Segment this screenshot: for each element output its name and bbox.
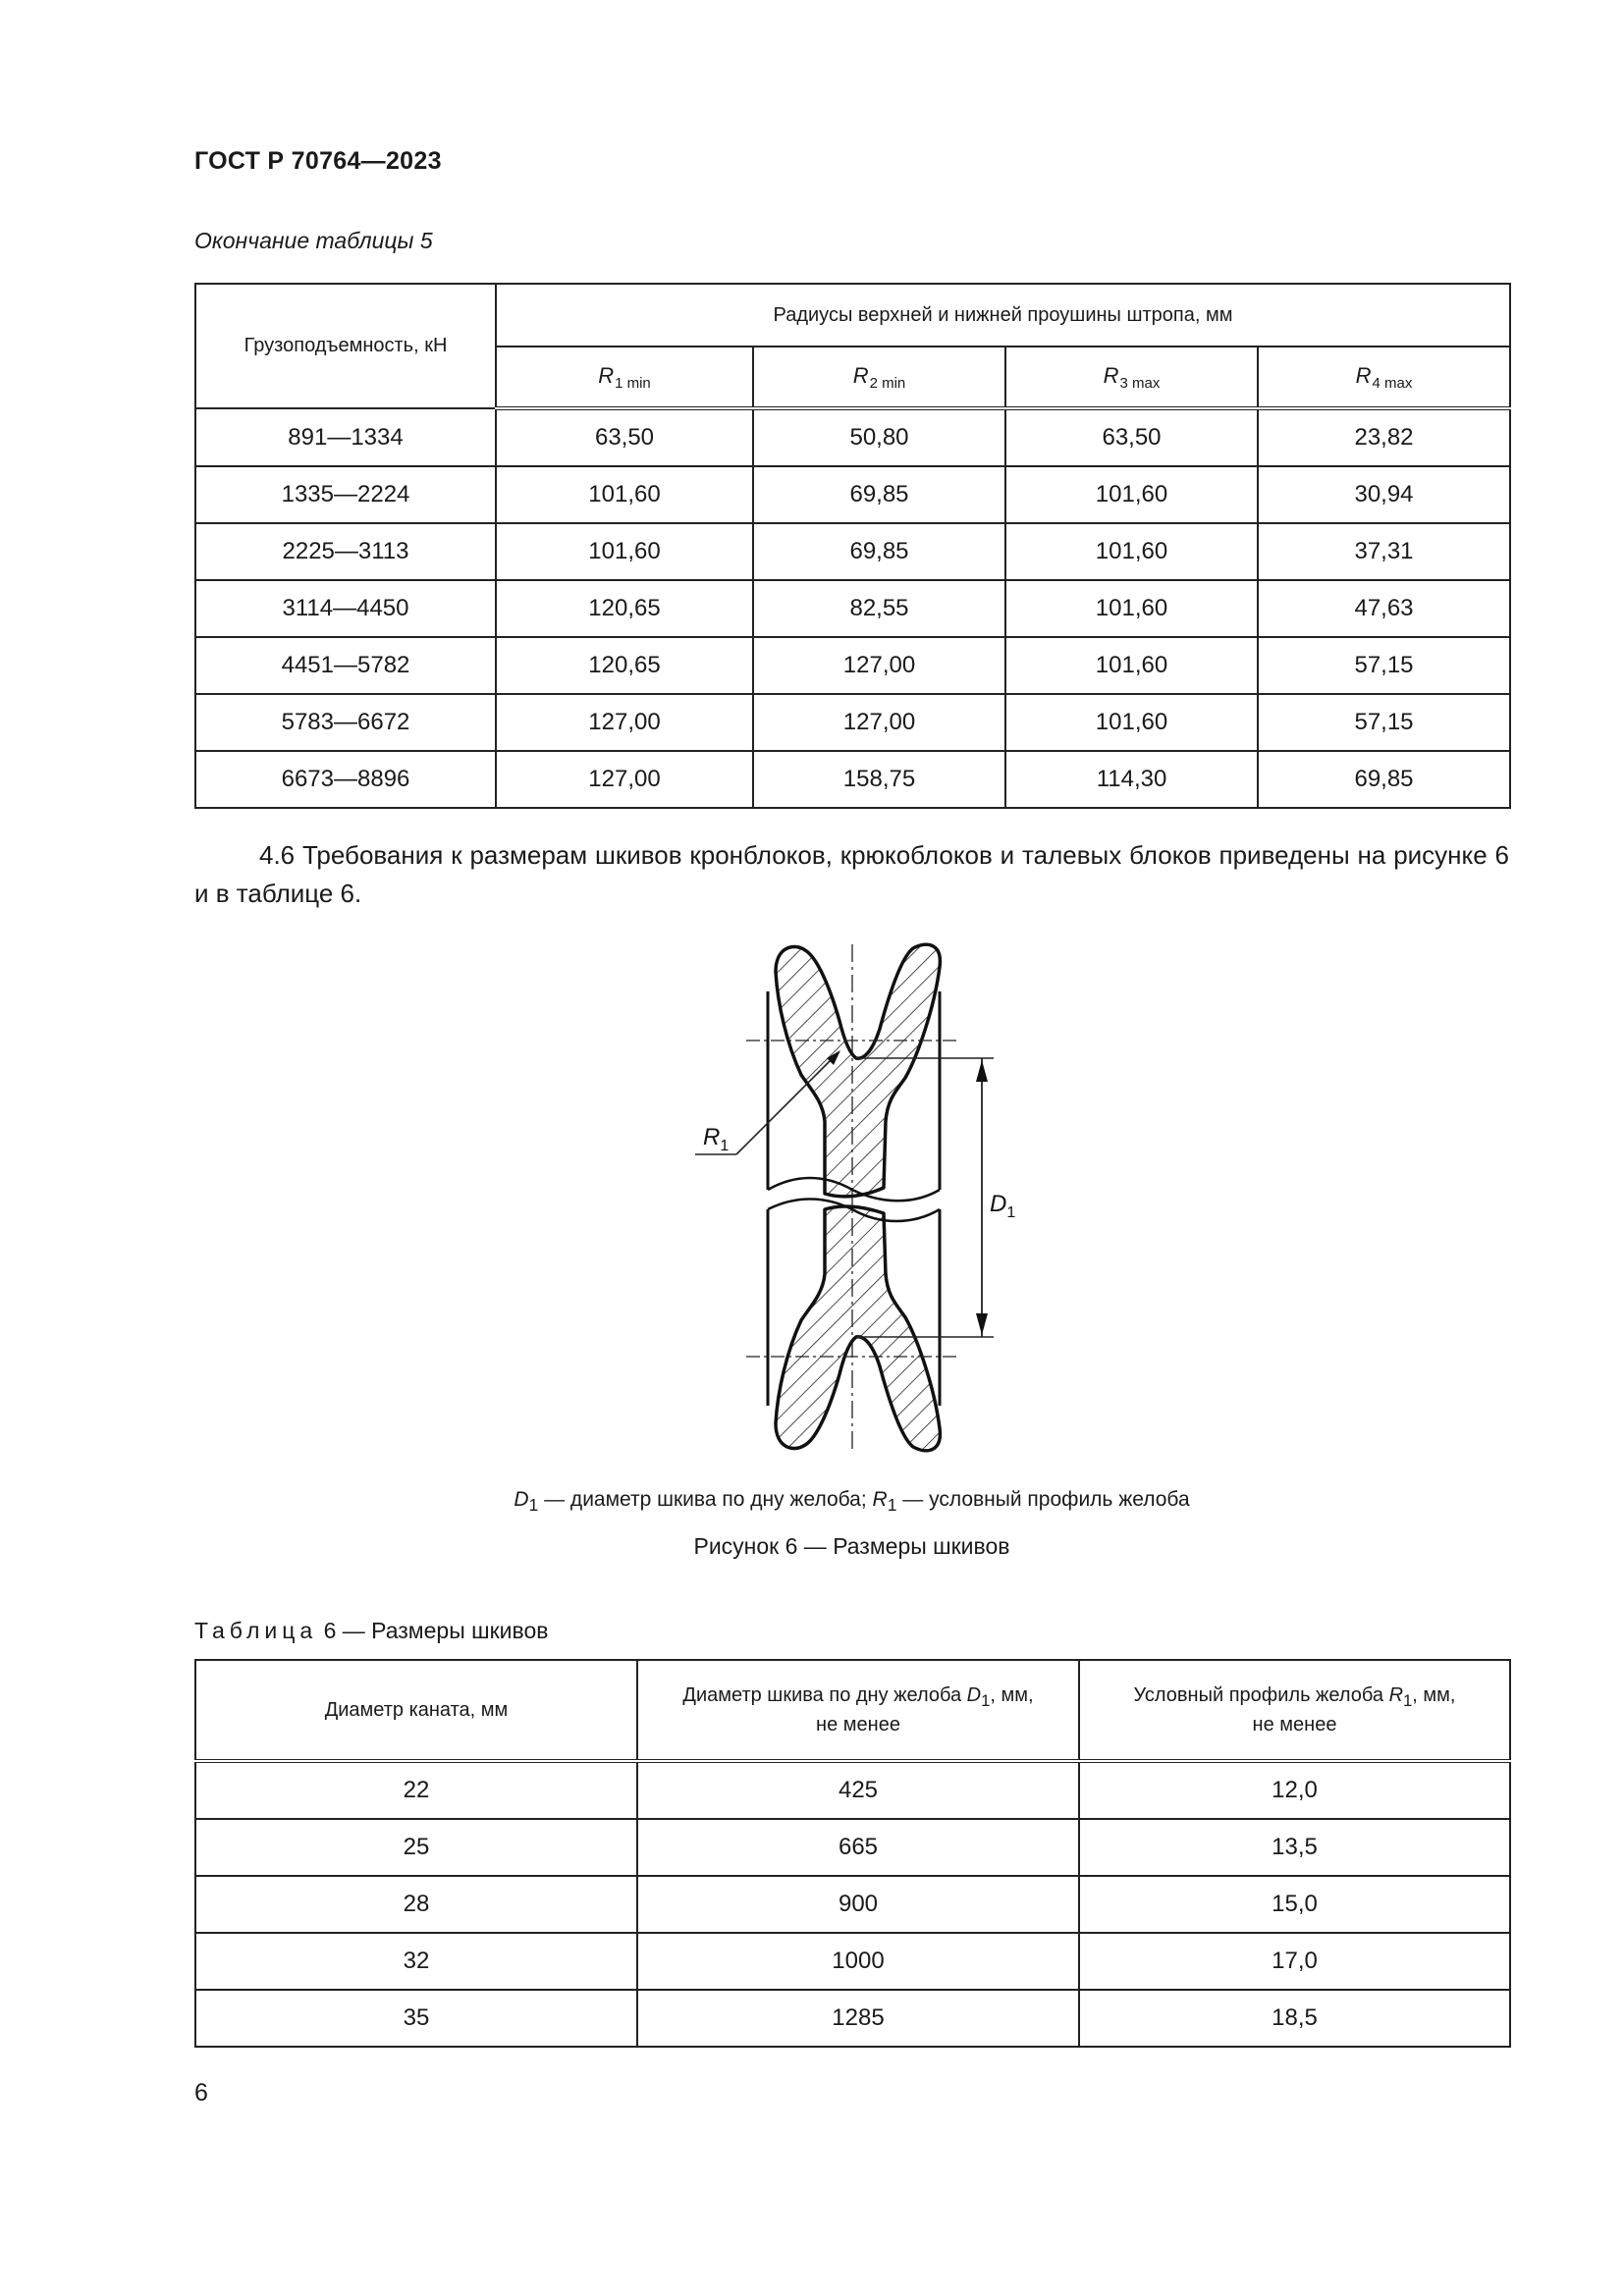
- sheave-profile-top: [776, 944, 940, 1197]
- document-header: ГОСТ Р 70764—2023: [194, 147, 442, 175]
- table-cell: 37,31: [1258, 523, 1510, 580]
- table-cell: 69,85: [753, 466, 1005, 523]
- table-cell: 900: [637, 1876, 1079, 1933]
- table-cell: 2225—3113: [195, 523, 496, 580]
- table6-caption: Таблица 6 — Размеры шкивов: [194, 1618, 549, 1643]
- table5-header-r4: $R_{4 max}$: [1258, 347, 1510, 408]
- table-cell: 28: [195, 1876, 637, 1933]
- table-row: [195, 1761, 1510, 1819]
- table-cell: 101,60: [1005, 523, 1258, 580]
- table-cell: 15,0: [1079, 1876, 1510, 1933]
- table-cell: 23,82: [1258, 408, 1510, 466]
- table-cell: 101,60: [1005, 580, 1258, 637]
- table-cell: 35: [195, 1990, 637, 2047]
- table-row: [195, 1819, 1510, 1876]
- table-cell: 127,00: [753, 694, 1005, 751]
- table-row: [195, 1990, 1510, 2047]
- table-cell: 1285: [637, 1990, 1079, 2047]
- table5-header-r3: $R_{3 max}$: [1005, 347, 1258, 408]
- table-cell: 127,00: [496, 694, 753, 751]
- table-cell: 47,63: [1258, 580, 1510, 637]
- table-cell: 17,0: [1079, 1933, 1510, 1990]
- table-cell: 120,65: [496, 580, 753, 637]
- figure-caption: Рисунок 6 — Размеры шкивов: [693, 1533, 1010, 1559]
- d1-label: $D_1$: [990, 1191, 1016, 1221]
- paragraph-4-6: 4.6 Требования к размерам шкивов кронблоков, крюкоблоков и талевых блоков приведены на рисунке 6 и в таблице 6.: [194, 840, 1509, 908]
- table-cell: 101,60: [1005, 637, 1258, 694]
- table-cell: 1335—2224: [195, 466, 496, 523]
- table-row: [195, 580, 1510, 637]
- table-cell: 127,00: [496, 751, 753, 808]
- sheave-profile-bottom: [776, 1206, 940, 1451]
- table6-header-sheave-diameter: Диаметр шкива по дну желоба $D_1$, мм, не менее: [637, 1660, 1079, 1761]
- table-cell: 13,5: [1079, 1819, 1510, 1876]
- table-cell: 101,60: [496, 466, 753, 523]
- table5: [194, 283, 1511, 809]
- sheave-profile-figure: [589, 933, 1041, 1463]
- table-cell: 101,60: [496, 523, 753, 580]
- table-cell: 32: [195, 1933, 637, 1990]
- table-cell: 101,60: [1005, 694, 1258, 751]
- table-cell: 63,50: [496, 408, 753, 466]
- table-cell: 120,65: [496, 637, 753, 694]
- table-cell: 425: [637, 1761, 1079, 1819]
- page-number: 6: [194, 2079, 208, 2107]
- table-row: [195, 1933, 1510, 1990]
- table5-header-radii: Радиусы верхней и нижней проушины штропа, мм: [496, 284, 1510, 347]
- table-row: [195, 523, 1510, 580]
- table-cell: 4451—5782: [195, 637, 496, 694]
- table-row: [195, 466, 1510, 523]
- table-cell: 69,85: [1258, 751, 1510, 808]
- table-cell: 6673—8896: [195, 751, 496, 808]
- table-row: [195, 1876, 1510, 1933]
- table6-header-groove-profile: Условный профиль желоба $R_1$, мм, не менее: [1079, 1660, 1510, 1761]
- table-cell: 1000: [637, 1933, 1079, 1990]
- table-row: [195, 751, 1510, 808]
- table-cell: 30,94: [1258, 466, 1510, 523]
- figure-legend: $D_1$ — диаметр шкива по дну желоба; $R_1$ — условный профиль желоба: [514, 1488, 1190, 1516]
- table-cell: 12,0: [1079, 1761, 1510, 1819]
- table-cell: 63,50: [1005, 408, 1258, 466]
- table-row: [195, 637, 1510, 694]
- table-cell: 18,5: [1079, 1990, 1510, 2047]
- r1-label: $R_1$: [703, 1124, 730, 1154]
- d1-arrow-bottom: [976, 1313, 988, 1335]
- table-cell: 82,55: [753, 580, 1005, 637]
- table-cell: 127,00: [753, 637, 1005, 694]
- table-cell: 114,30: [1005, 751, 1258, 808]
- table-cell: 5783—6672: [195, 694, 496, 751]
- table-cell: 57,15: [1258, 637, 1510, 694]
- table-cell: 101,60: [1005, 466, 1258, 523]
- table5-header-load: Грузоподъемность, кН: [195, 284, 496, 408]
- table-cell: 3114—4450: [195, 580, 496, 637]
- table-cell: 57,15: [1258, 694, 1510, 751]
- table-cell: 25: [195, 1819, 637, 1876]
- table-cell: 891—1334: [195, 408, 496, 466]
- table-cell: 22: [195, 1761, 637, 1819]
- table6: [194, 1659, 1511, 2048]
- d1-arrow-top: [976, 1060, 988, 1082]
- table-cell: 69,85: [753, 523, 1005, 580]
- table5-header-r1: $R_{1 min}$: [496, 347, 753, 408]
- table-row: [195, 694, 1510, 751]
- table-row: [195, 408, 1510, 466]
- table6-header-rope-diameter: Диаметр каната, мм: [195, 1660, 637, 1761]
- table-cell: 158,75: [753, 751, 1005, 808]
- table-cell: 50,80: [753, 408, 1005, 466]
- table5-header-r2: $R_{2 min}$: [753, 347, 1005, 408]
- table5-caption: Окончание таблицы 5: [194, 228, 433, 253]
- table-cell: 665: [637, 1819, 1079, 1876]
